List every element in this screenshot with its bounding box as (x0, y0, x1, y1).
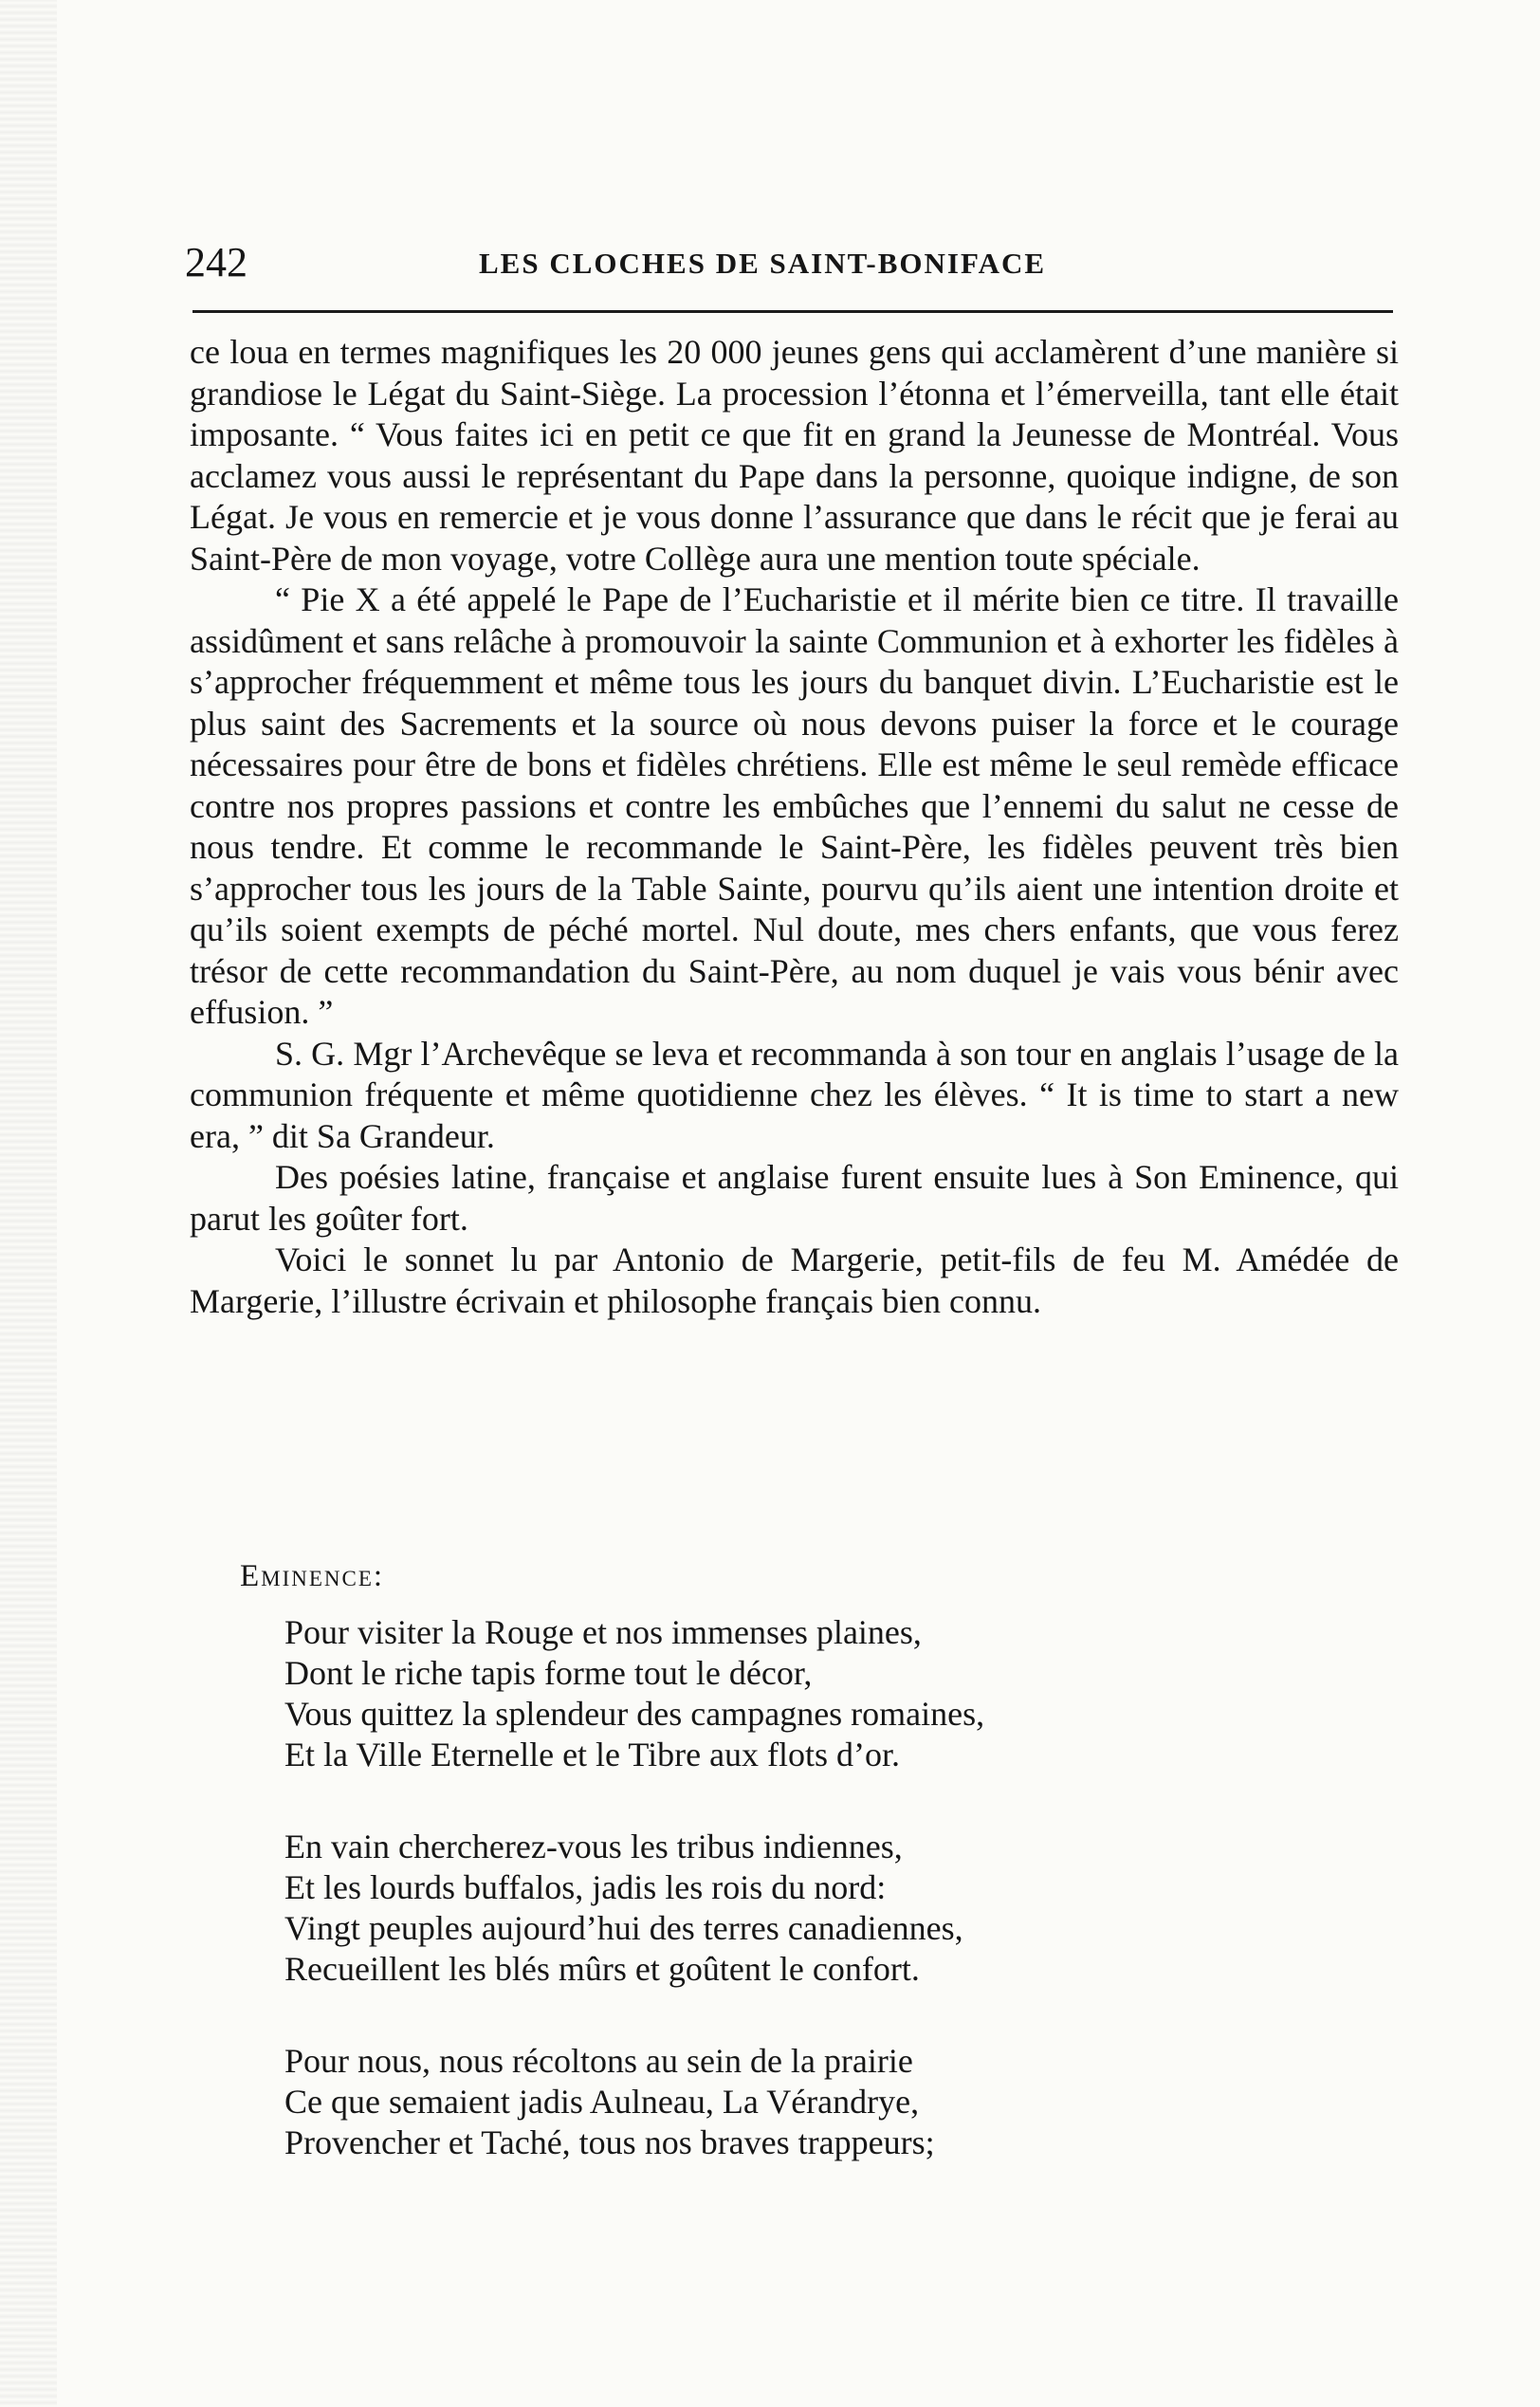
page-number: 242 (185, 239, 248, 285)
verse-line: En vain chercherez-vous les tribus indiennes, (284, 1828, 903, 1865)
sonnet (284, 1612, 1328, 2214)
running-header (185, 239, 1394, 286)
paragraph: ce loua en termes magnifiques les 20 000 jeunes gens qui acclamèrent d’une manière si grandiose le Légat du Saint-Siège. La procession l’étonna et l’émerveilla, tant elle était imposante. “ Vous faites ici en petit ce que fit en grand la Jeunesse de Montréal. Vous acclamez vous aussi le représentant du Pape dans la personne, quoique indigne, de son Légat. Je vous en remercie et je vous donne l’assurance que dans le récit que je ferai au Saint-Père de mon voyage, votre Collège aura une mention toute spéciale. (190, 333, 1399, 578)
verse-line: Ce que semaient jadis Aulneau, La Vérandrye, (284, 2083, 920, 2121)
verse-line: Pour visiter la Rouge et nos immenses plaines, (284, 1613, 922, 1651)
verse-line: Et la Ville Eternelle et le Tibre aux flots d’or. (284, 1736, 901, 1773)
running-title: LES CLOCHES DE SAINT-BONIFACE (479, 247, 1047, 280)
verse-line: Pour nous, nous récoltons au sein de la prairie (284, 2042, 913, 2080)
stanza (284, 2041, 1328, 2163)
stanza (284, 1827, 1328, 1990)
verse-line: Et les lourds buffalos, jadis les rois du nord: (284, 1868, 887, 1906)
verse-line: Vous quittez la splendeur des campagnes romaines, (284, 1695, 985, 1733)
poem-heading: Eminence: (240, 1559, 385, 1593)
page-gutter-edge (0, 0, 57, 2407)
paragraph: Voici le sonnet lu par Antonio de Margerie, petit-fils de feu M. Amédée de Margerie, l’illustre écrivain et philosophe français bien connu. (190, 1240, 1399, 1320)
verse-line: Provencher et Taché, tous nos braves trappeurs; (284, 2123, 935, 2161)
verse-line: Dont le riche tapis forme tout le décor, (284, 1654, 813, 1692)
stanza (284, 1612, 1328, 1775)
body-text (190, 332, 1399, 1322)
paragraph: Des poésies latine, française et anglaise furent ensuite lues à Son Eminence, qui parut les goûter fort. (190, 1158, 1399, 1238)
verse-line: Vingt peuples aujourd’hui des terres canadiennes, (284, 1909, 963, 1947)
header-rule (192, 310, 1393, 313)
paragraph: S. G. Mgr l’Archevêque se leva et recommanda à son tour en anglais l’usage de la communion fréquente et même quotidienne chez les élèves. “ It is time to start a new era, ” dit Sa Grandeur. (190, 1034, 1399, 1155)
paragraph: “ Pie X a été appelé le Pape de l’Eucharistie et il mérite bien ce titre. Il travaille assidûment et sans relâche à promouvoir la sainte Communion et à exhorter les fidèles à s’approcher fréquemment et même tous les jours du banquet divin. L’Eucharistie est le plus saint des Sacrements et la source où nous devons puiser la force et le courage nécessaires pour être de bons et fidèles chrétiens. Elle est même le seul remède efficace contre nos propres passions et contre les embûches que l’ennemi du salut ne cesse de nous tendre. Et comme le recommande le Saint-Père, les fidèles peuvent très bien s’approcher tous les jours de la Table Sainte, pourvu qu’ils aient une intention droite et qu’ils soient exempts de péché mortel. Nul doute, mes chers enfants, que vous ferez trésor de cette recommandation du Saint-Père, au nom duquel je vais vous bénir avec effusion. ” (190, 580, 1399, 1031)
verse-line: Recueillent les blés mûrs et goûtent le confort. (284, 1950, 920, 1988)
